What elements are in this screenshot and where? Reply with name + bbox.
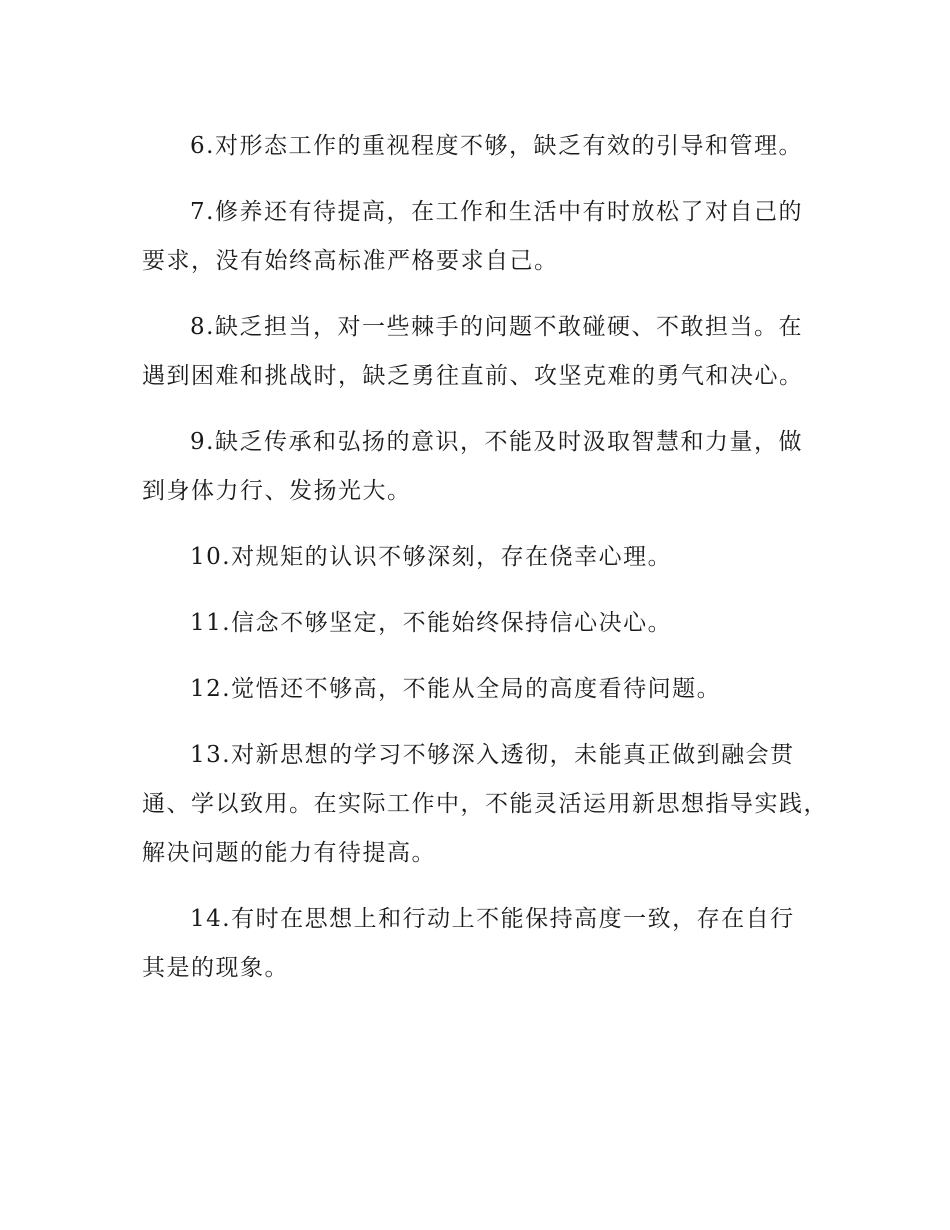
paragraph-item-7: 7.修养还有待提高，在工作和生活中有时放松了对自己的 要求，没有始终高标准严格要求自己。 [142, 199, 803, 274]
paragraph-item-9: 9.缺乏传承和弘扬的意识，不能及时汲取智慧和力量，做 到身体力行、发扬光大。 [142, 429, 803, 504]
paragraph-item-13: 13.对新思想的学习不够深入透彻，未能真正做到融会贯 通、学以致用。在实际工作中，不能灵活运用新思想指导实践， 解决问题的能力有待提高。 [142, 742, 828, 866]
document-body [142, 122, 832, 1010]
paragraph-item-14: 14.有时在思想上和行动上不能保持高度一致，存在自行 其是的现象。 [142, 906, 795, 981]
paragraph-item-10: 10.对规矩的认识不够深刻，存在侥幸心理。 [190, 544, 673, 570]
paragraph-item-12: 12.觉悟还不够高，不能从全局的高度看待问题。 [190, 676, 722, 702]
paragraph-item-11: 11.信念不够坚定，不能始终保持信心决心。 [190, 610, 673, 636]
paragraph-item-8: 8.缺乏担当，对一些棘手的问题不敢碰硬、不敢担当。在 遇到困难和挑战时，缺乏勇往直前、攻坚克难的勇气和决心。 [142, 314, 804, 389]
paragraph-item-6: 6.对形态工作的重视程度不够，缺乏有效的引导和管理。 [190, 133, 803, 159]
